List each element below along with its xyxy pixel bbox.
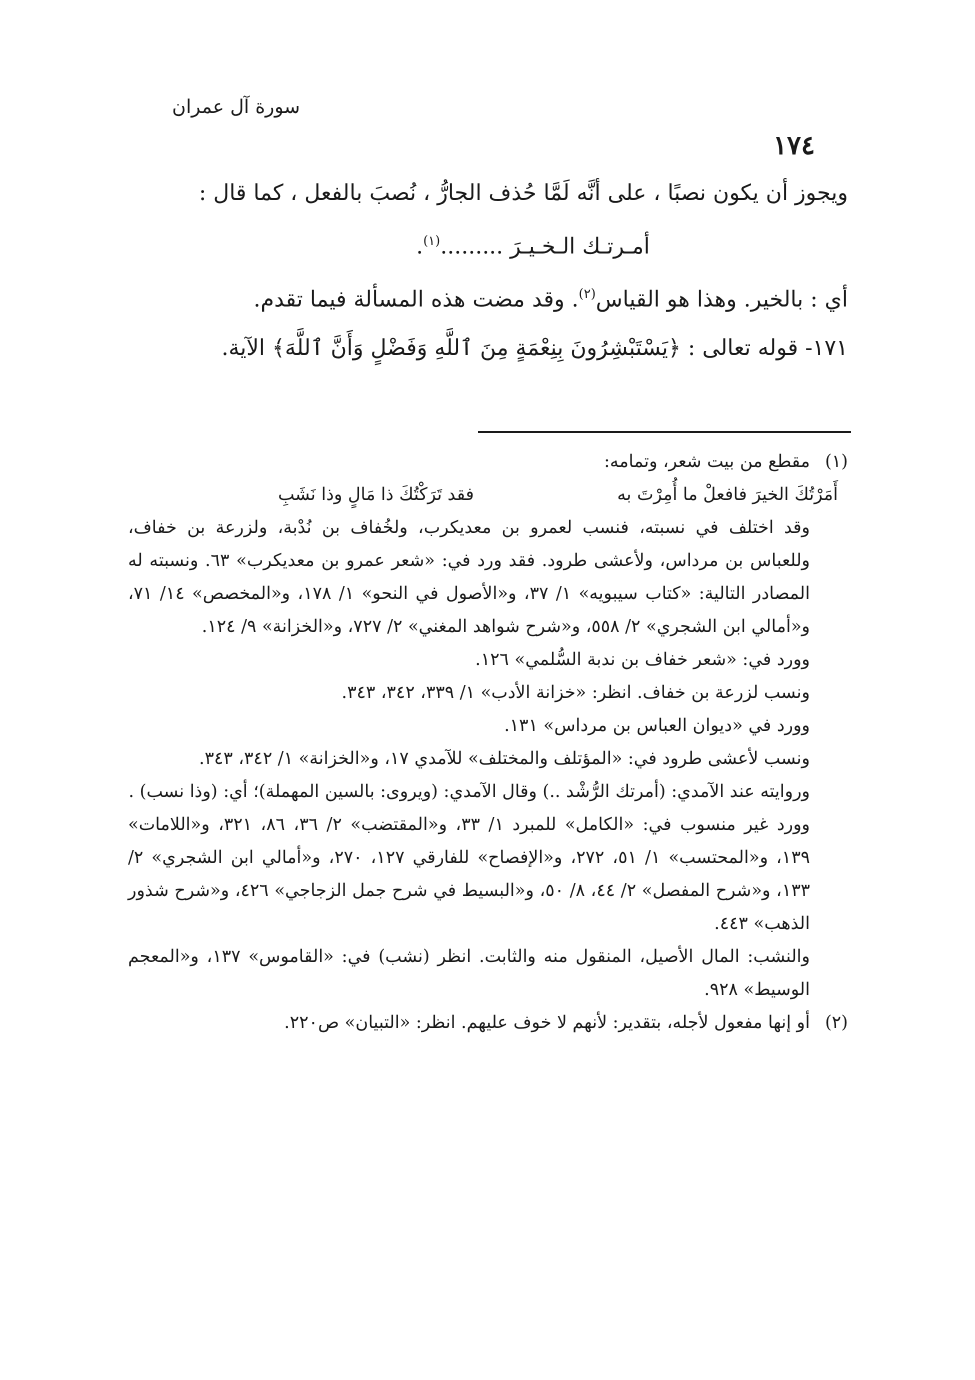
main-text [128,170,848,373]
footnote-divider [478,431,851,433]
poem-hemistich-first: أَمَرْتُكَ الخيرَ فافعلْ ما أُمِرْتَ به [617,485,838,505]
footnote-paragraph: وورد غير منسوب في: «الكامل» للمبرد ١/ ٣٣، و«المقتضب» ٢/ ٣٦، ٨٦، ٣٢١، و«اللامات» ١٣٩، و«المحتسب» ١/ ٥١، ٢٧٢، و«الإفصاح» للفارقي ١٢٧، ٢٧٠، و«أمالي ابن الشجري» ٢/ ١٣٣، و«شرح المفصل» ٢/ ٤٤، ٨/ ٥٠، و«البسيط في شرح جمل الزجاجي» ٤٢٦، و«شرح شذور الذهب» ٤٤٣. [128,815,811,934]
footnote-intro: مقطع من بيت شعر، وتمامه: [603,452,810,472]
poem-line [128,479,848,512]
footnote-1 [128,446,848,479]
footnote-paragraph: ونسب لأعشى طرود في: «المؤتلف والمختلف» للآمدي ١٧، و«الخزانة» ١/ ٣٤٢، ٣٤٣. [199,749,810,769]
footnote-paragraph: وقد اختلف في نسبته، فنسب لعمرو بن معديكرب، ولخُفاف بن نُدْبة، ولزرعة بن خفاف، وللعباس بن مرداس، ولأعشى طرود. فقد ورد في: «شعر عمرو بن معديكرب» ٦٣. ونسبته له المصادر التالية: «كتاب سيبويه» ١/ ٣٧، و«الأصول في النحو» ١/ ١٧٨، و«المخصص» ١٤/ ٧١، و«أمالي ابن الشجري» ٢/ ٥٥٨، و«شرح شواهد المغني» ٢/ ٧٢٧، و«الخزانة» ٩/ ١٢٤. [128,518,810,637]
verse-commentary: ١٧١- قوله تعالى : ﴿يَسْتَبْشِرُونَ بِنِعْمَةٍ مِنَ ٱللَّهِ وَفَضْلٍ وَأَنَّ ٱللَّهَ﴾ الآية. [221,335,848,361]
footnote-ref[interactable]: (٢) [578,287,596,303]
footnote-paragraph: والنشب: المال الأصيل، المنقول منه والثابت. انظر (نشب) في: «القاموس» ١٣٧، و«المعجم الوسيط» ٩٢٨. [128,947,810,1000]
poem-hemistich-second: فقد تَرَكْتُكَ ذا مَالٍ وذا نَشَبِ [278,485,474,505]
paragraph-text: أي : بالخير. وهذا هو القياس [595,287,848,313]
footnote-paragraph: وورد في: «شعر خفاف بن ندبة السُّلمي» ١٢٦. [475,650,810,670]
paragraph: ويجوز أن يكون نصبًا ، على أنَّه لَمَّا حُذف الجارُّ ، نُصبَ بالفعل ، كما قال : [198,181,848,206]
running-title: سورة آل عمران [172,96,301,118]
paragraph [128,271,848,324]
paragraph-text: . وقد مضت هذه المسألة فيما تقدم. [253,287,579,313]
verse-line: أمـرتـك الـخـيـرَ .........$^{(١)}$. [416,234,650,260]
footnote-ref[interactable]: (١) [423,234,441,249]
footnote-2 [128,1007,848,1040]
footnote-number: (١) [824,452,848,472]
page-number: ١٧٤ [773,131,815,161]
footnote-paragraph: ونسب لزرعة بن خفاف. انظر: «خزانة الأدب» ١/ ٣٣٩، ٣٤٢، ٣٤٣. [341,683,810,703]
footnote-number: (٢) [824,1013,848,1033]
footnote-text: أو إنها مفعول لأجله، بتقدير: لأنهم لا خوف عليهم. انظر: «التبيان» ص٢٢٠. [284,1013,810,1033]
footnote-paragraph: وورد في «ديوان العباس بن مرداس» ١٣١. [504,716,810,736]
footnotes [128,446,848,1040]
footnote-paragraph: وروايته عند الآمدي: (أمرتك الرُّشْد ..) وقال الآمدي: (ويروى: بالسين المهملة)؛ أي: (وذا نسب) . [128,782,810,802]
verse-text: أمـرتـك الـخـيـرَ ......... [440,234,650,260]
